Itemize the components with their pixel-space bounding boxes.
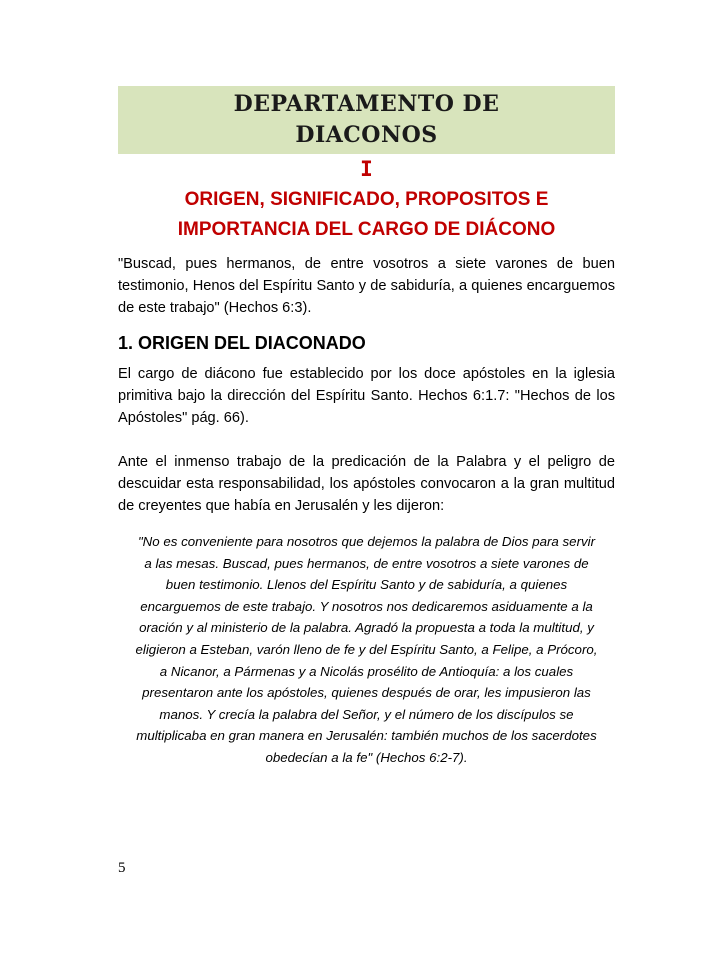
chapter-title-line1: ORIGEN, SIGNIFICADO, PROPOSITOS E xyxy=(184,189,549,210)
banner-title-line1: DEPARTAMENTO DE xyxy=(233,91,500,117)
chapter-title xyxy=(118,185,615,245)
document-page xyxy=(118,86,615,769)
epigraph-quote: "Buscad, pues hermanos, de entre vosotros a siete varones de buen testimonio, Henos del Espíritu Santo y de sabiduría, a quienes encarguemos de este trabajo" (Hechos 6:3). xyxy=(118,256,615,316)
banner-title-line2: DIACONOS xyxy=(295,122,438,148)
scripture-quote: "No es conveniente para nosotros que dejemos la palabra de Dios para servir a las mesas. Buscad, pues hermanos, de entre vosotros a siete varones de buen testimonio. Llenos del Espíritu Santo y de sabiduría, a quienes encarguemos de este trabajo. Y nosotros nos dedicaremos asiduamente a la oración y al ministerio de la palabra. Agradó la propuesta a toda la multitud, y eligieron a Esteban, varón lleno de fe y del Espíritu Santo, a Felipe, a Prócoro, a Nicanor, a Pármenas y a Nicolás prosélito de Antioquía: a los cuales presentaron ante los apóstoles, quienes después de orar, les impusieron las manos. Y crecía la palabra del Señor, y el número de los discípulos se multiplicaba en gran manera en Jerusalén: también muchos de los sacerdotes obedecían a la fe" (Hechos 6:2-7). xyxy=(135,534,598,765)
paragraph-context: Ante el inmenso trabajo de la predicación de la Palabra y el peligro de descuidar esta responsabilidad, los apóstoles convocaron a la gran multitud de creyentes que había en Jerusalén y les dijeron: xyxy=(118,454,615,514)
chapter-title-line2: IMPORTANCIA DEL CARGO DE DIÁCONO xyxy=(177,219,556,240)
page-number: 5 xyxy=(118,860,126,876)
section-heading: 1. ORIGEN DEL DIACONADO xyxy=(118,333,366,353)
chapter-number: I xyxy=(360,157,373,181)
title-banner xyxy=(118,86,615,154)
paragraph-origin: El cargo de diácono fue establecido por los doce apóstoles en la iglesia primitiva bajo la dirección del Espíritu Santo. Hechos 6:1.7: "Hechos de los Apóstoles" pág. 66). xyxy=(118,366,615,426)
